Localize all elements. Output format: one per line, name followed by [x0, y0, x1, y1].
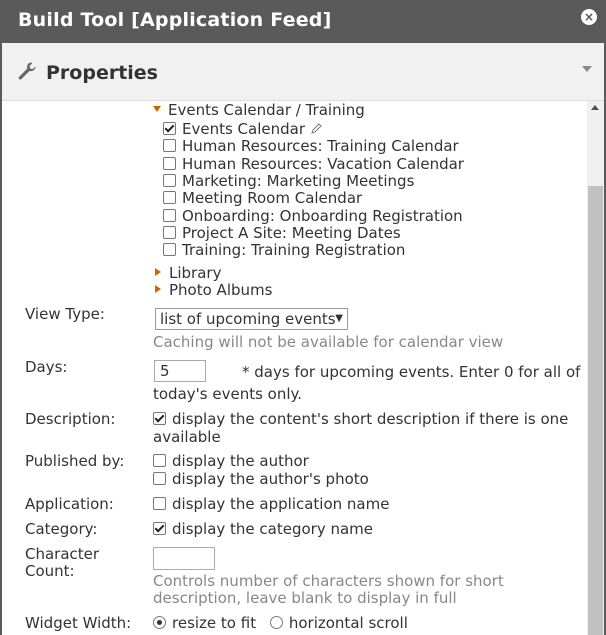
widget-width-options	[153, 614, 408, 632]
tree-item[interactable]	[163, 241, 405, 259]
character-count-label-line1: Character	[25, 545, 100, 563]
author-photo-option-text: display the author's photo	[172, 470, 369, 488]
collapsed-triangle-icon[interactable]	[155, 285, 161, 293]
tree-item[interactable]	[163, 189, 362, 207]
tree-group-library[interactable]	[155, 264, 221, 282]
tree-item[interactable]	[163, 207, 463, 225]
resize-to-fit-option[interactable]	[153, 614, 256, 632]
scroll-up-arrow-icon[interactable]	[591, 105, 599, 110]
tree-item-label: Human Resources: Vacation Calendar	[182, 155, 464, 173]
tree-item[interactable]	[163, 137, 459, 155]
caching-note: Caching will not be available for calendar view	[153, 333, 504, 351]
vertical-scrollbar[interactable]	[587, 101, 604, 635]
application-checkbox[interactable]	[153, 497, 166, 510]
tree-item[interactable]	[163, 120, 323, 138]
tree-item[interactable]	[163, 172, 414, 190]
character-count-note-line1: Controls number of characters shown for short	[153, 572, 504, 590]
application-option-text: display the application name	[172, 495, 390, 513]
tree-item-label: Events Calendar	[182, 120, 306, 138]
tree-group-label: Events Calendar / Training	[168, 101, 365, 119]
expanded-triangle-icon[interactable]	[153, 106, 161, 112]
published-by-label: Published by:	[25, 452, 125, 470]
days-help-line1: * days for upcoming events. Enter 0 for all of	[242, 363, 581, 381]
window-titlebar	[0, 0, 606, 43]
tree-item-label: Project A Site: Meeting Dates	[182, 224, 401, 242]
tree-item[interactable]	[163, 155, 464, 173]
days-label: Days:	[25, 358, 68, 376]
view-type-label: View Type:	[25, 305, 105, 323]
collapsed-triangle-icon[interactable]	[155, 268, 161, 276]
character-count-note-line2: description, leave blank to display in full	[153, 589, 457, 607]
character-count-input[interactable]	[153, 547, 215, 570]
chevron-down-icon[interactable]	[582, 66, 592, 72]
author-photo-option[interactable]	[153, 470, 369, 488]
tree-group-label: Library	[169, 264, 222, 282]
checkbox[interactable]	[163, 243, 176, 256]
description-option[interactable]	[153, 410, 568, 428]
checkbox[interactable]	[163, 139, 176, 152]
properties-title: Properties	[46, 62, 158, 84]
tree-item[interactable]	[163, 224, 401, 242]
category-checkbox[interactable]	[153, 522, 166, 535]
horizontal-scroll-text: horizontal scroll	[288, 614, 408, 632]
description-option-line2: available	[153, 428, 221, 446]
checkbox[interactable]	[163, 174, 176, 187]
author-option[interactable]	[153, 452, 309, 470]
resize-to-fit-text: resize to fit	[172, 614, 257, 632]
description-option-text: display the content's short description if there is one	[172, 410, 569, 428]
author-checkbox[interactable]	[153, 454, 166, 467]
properties-header[interactable]	[2, 43, 604, 101]
wrench-icon	[17, 61, 37, 81]
scrollbar-thumb[interactable]	[588, 186, 603, 635]
window-title: Build Tool [Application Feed]	[18, 9, 332, 31]
tree-group-events-calendar-training[interactable]	[153, 101, 365, 119]
checkbox[interactable]	[163, 157, 176, 170]
view-type-value: list of upcoming events	[160, 310, 336, 328]
category-label: Category:	[25, 520, 98, 538]
properties-content	[2, 101, 587, 635]
horizontal-scroll-radio[interactable]	[270, 616, 283, 629]
close-icon[interactable]: ×	[581, 9, 597, 25]
checkbox-checked[interactable]	[163, 122, 176, 135]
horizontal-scroll-option[interactable]	[270, 614, 408, 632]
tree-item-label: Onboarding: Onboarding Registration	[182, 207, 463, 225]
tree-item-label: Meeting Room Calendar	[182, 189, 363, 207]
checkbox[interactable]	[163, 191, 176, 204]
character-count-label-line2: Count:	[25, 562, 75, 580]
days-input[interactable]: 5	[154, 360, 206, 382]
tree-item-label: Marketing: Marketing Meetings	[182, 172, 415, 190]
tree-group-photo-albums[interactable]	[155, 281, 272, 299]
tree-group-label: Photo Albums	[169, 281, 273, 299]
category-option[interactable]	[153, 520, 373, 538]
checkbox[interactable]	[163, 209, 176, 222]
checkbox[interactable]	[163, 226, 176, 239]
application-option[interactable]	[153, 495, 389, 513]
description-label: Description:	[25, 410, 116, 428]
tree-item-label: Human Resources: Training Calendar	[182, 137, 459, 155]
author-option-text: display the author	[172, 452, 309, 470]
category-option-text: display the category name	[172, 520, 374, 538]
tree-item-label: Training: Training Registration	[182, 241, 406, 259]
pencil-icon[interactable]	[311, 122, 323, 134]
description-checkbox[interactable]	[153, 412, 166, 425]
view-type-select[interactable]	[155, 308, 348, 330]
widget-width-label: Widget Width:	[25, 614, 132, 632]
days-help-line2: today's events only.	[153, 385, 303, 403]
resize-to-fit-radio[interactable]	[153, 616, 166, 629]
dropdown-arrow-icon: ▼	[335, 313, 343, 324]
application-label: Application:	[25, 495, 114, 513]
author-photo-checkbox[interactable]	[153, 472, 166, 485]
